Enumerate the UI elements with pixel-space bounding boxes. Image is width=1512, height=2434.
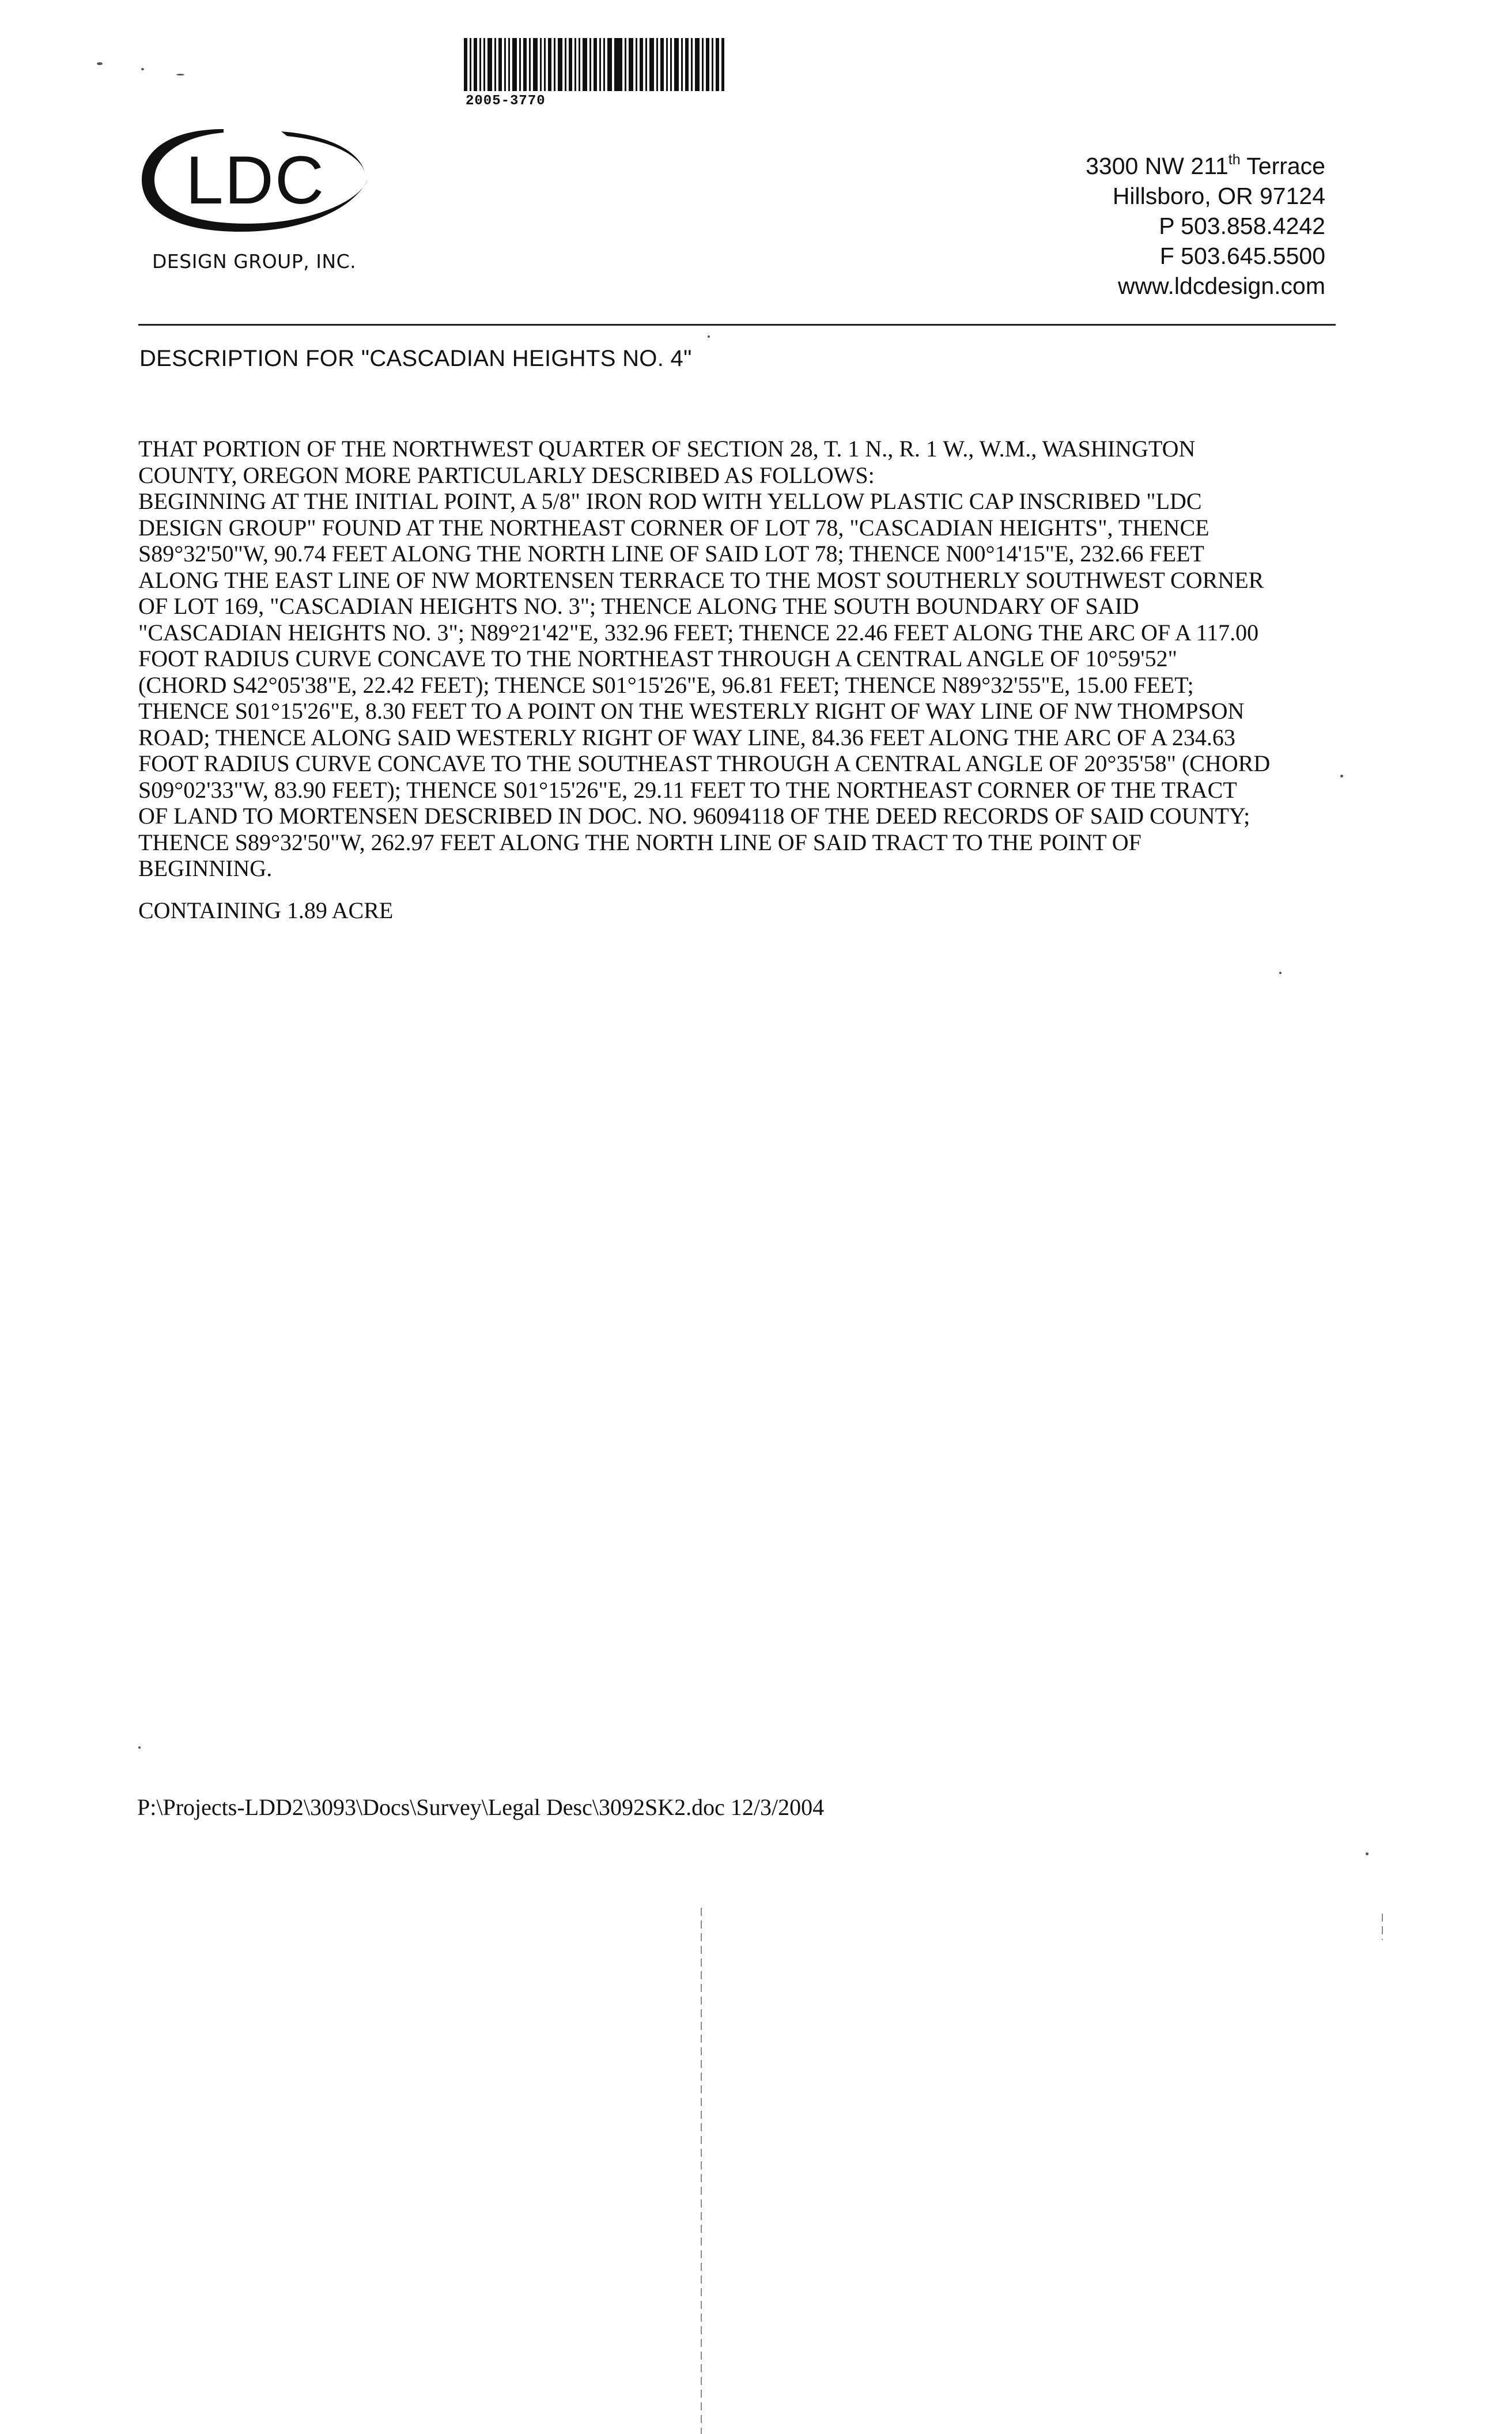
barcode (464, 38, 724, 91)
address-city: Hillsboro, OR 97124 (1112, 183, 1325, 209)
scan-speck (176, 74, 184, 76)
address-phone: P 503.858.4242 (1159, 213, 1325, 239)
scan-speck (708, 335, 710, 338)
scan-artifact-line (701, 1908, 702, 2434)
legal-description-body: THAT PORTION OF THE NORTHWEST QUARTER OF SECTION 28, T. 1 N., R. 1 W., W.M., WASHINGTON COUNTY, OREGON MORE PARTICULARLY DESCRIBED AS FOLLOWS: BEGINNING AT THE INITIAL POINT, A 5/8" IRON ROD WITH YELLOW PLASTIC CAP INSCRIBED "LDC DESIGN GROUP" FOUND AT THE NORTHEAST CORNER OF LOT 78, "CASCADIAN HEIGHTS", THENCE S89°32'50"W, 90.74 FEET ALONG THE NORTH LINE OF SAID LOT 78; THENCE N00°14'15"E, 232.66 FEET ALONG THE EAST LINE OF NW MORTENSEN TERRACE TO THE MOST SOUTHERLY SOUTHWEST CORNER OF LOT 169, "CASCADIAN HEIGHTS NO. 3"; THENCE ALONG THE SOUTH BOUNDARY OF SAID "CASCADIAN HEIGHTS NO. 3"; N89°21'42"E, 332.96 FEET; THENCE 22.46 FEET ALONG THE ARC OF A 117.00 FOOT RADIUS CURVE CONCAVE TO THE NORTHEAST THROUGH A CENTRAL ANGLE OF 10°59'52" (CHORD S42°05'38"E, 22.42 FEET); THENCE S01°15'26"E, 96.81 FEET; THENCE N89°32'55"E, 15.00 FEET; THENCE S01°15'26"E, 8.30 FEET TO A POINT ON THE WESTERLY RIGHT OF WAY LINE OF NW THOMPSON ROAD; THENCE ALONG SAID WESTERLY RIGHT OF WAY LINE, 84.36 FEET ALONG THE ARC OF A 234.63 FOOT RADIUS CURVE CONCAVE TO THE SOUTHEAST THROUGH A CENTRAL ANGLE OF 20°35'58" (CHORD S09°02'33"W, 83.90 FEET); THENCE S01°15'26"E, 29.11 FEET TO THE NORTHEAST CORNER OF THE TRACT OF LAND TO MORTENSEN DESCRIBED IN DOC. NO. 96094118 OF THE DEED RECORDS OF SAID COUNTY; THENCE S89°32'50"W, 262.97 FEET ALONG THE NORTH LINE OF SAID TRACT TO THE POINT OF BEGINNING. (138, 436, 1271, 881)
barcode-number: 2005-3770 (466, 93, 546, 109)
scan-artifact-line (1382, 1914, 1383, 1940)
company-address (1086, 151, 1325, 301)
scan-speck (141, 68, 144, 70)
logo-mark-text: LDC (186, 142, 326, 218)
address-street: 3300 NW 211th Terrace (1086, 152, 1325, 179)
scan-speck (138, 1746, 141, 1749)
company-name: DESIGN GROUP, INC. (152, 250, 357, 273)
company-logo (137, 122, 372, 256)
scan-speck (1279, 972, 1282, 974)
file-path-footer: P:\Projects-LDD2\3093\Docs\Survey\Legal Desc\3092SK2.doc 12/3/2004 (137, 1794, 825, 1820)
address-website: www.ldcdesign.com (1117, 273, 1325, 299)
header-divider (138, 324, 1336, 326)
address-fax: F 503.645.5500 (1159, 243, 1325, 269)
scan-speck (1366, 1852, 1369, 1855)
document-title: DESCRIPTION FOR "CASCADIAN HEIGHTS NO. 4" (139, 346, 692, 371)
acreage-statement: CONTAINING 1.89 ACRE (138, 897, 394, 923)
scan-speck (97, 62, 103, 65)
